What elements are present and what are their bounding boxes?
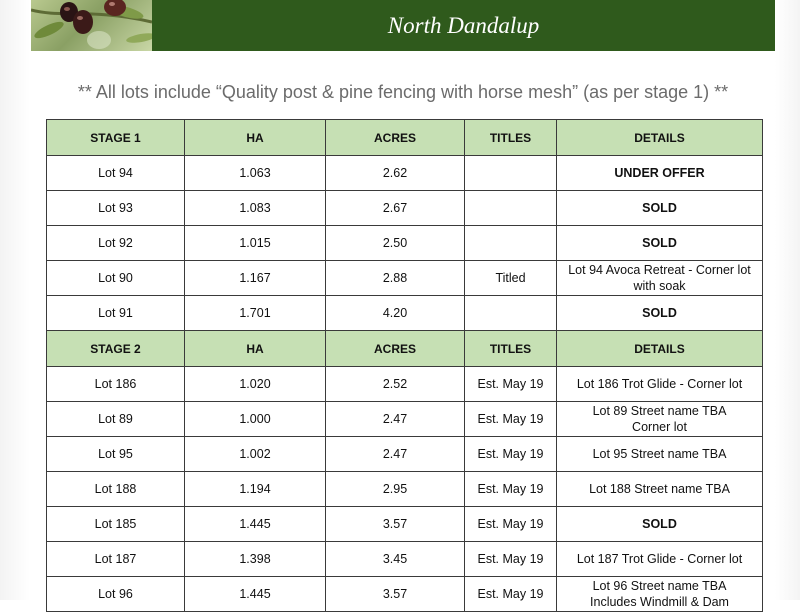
ha-cell: 1.015 xyxy=(185,226,326,261)
lot-cell: Lot 96 xyxy=(47,577,185,612)
stage-label: STAGE 1 xyxy=(47,120,185,156)
lot-cell: Lot 93 xyxy=(47,191,185,226)
ha-cell: 1.000 xyxy=(185,402,326,437)
details-line: SOLD xyxy=(642,306,677,320)
acres-cell: 3.57 xyxy=(326,577,465,612)
table-row xyxy=(47,367,763,402)
ha-cell: 1.701 xyxy=(185,296,326,331)
lot-cell: Lot 92 xyxy=(47,226,185,261)
details-cell xyxy=(557,261,763,296)
lot-cell: Lot 95 xyxy=(47,437,185,472)
stage-header-row xyxy=(47,120,763,156)
stage-header-row xyxy=(47,331,763,367)
details-line: Lot 95 Street name TBA xyxy=(592,447,727,461)
stage-label: STAGE 2 xyxy=(47,331,185,367)
column-header-titles: TITLES xyxy=(465,120,557,156)
lot-cell: Lot 185 xyxy=(47,507,185,542)
details-cell xyxy=(557,402,763,437)
header-banner xyxy=(31,0,775,51)
ha-cell: 1.020 xyxy=(185,367,326,402)
details-line: UNDER OFFER xyxy=(614,166,705,180)
details-cell xyxy=(557,577,763,612)
details-line: Lot 187 Trot Glide - Corner lot xyxy=(576,552,743,566)
lot-cell: Lot 89 xyxy=(47,402,185,437)
page-shadow-left xyxy=(0,0,30,600)
table-row xyxy=(47,191,763,226)
details-line: Lot 89 Street name TBA xyxy=(592,404,727,418)
page-title: North Dandalup xyxy=(387,13,540,38)
lot-cell: Lot 94 xyxy=(47,156,185,191)
details-line: SOLD xyxy=(642,517,677,531)
details-line: Lot 96 Street name TBA xyxy=(592,579,727,593)
titles-cell: Est. May 19 xyxy=(465,577,557,612)
table-row xyxy=(47,472,763,507)
acres-cell: 2.67 xyxy=(326,191,465,226)
lot-cell: Lot 90 xyxy=(47,261,185,296)
title-banner xyxy=(152,0,775,51)
ha-cell: 1.063 xyxy=(185,156,326,191)
ha-cell: 1.445 xyxy=(185,507,326,542)
details-cell xyxy=(557,226,763,261)
ha-cell: 1.167 xyxy=(185,261,326,296)
details-line: Lot 186 Trot Glide - Corner lot xyxy=(576,377,743,391)
lot-cell: Lot 187 xyxy=(47,542,185,577)
ha-cell: 1.194 xyxy=(185,472,326,507)
acres-cell: 2.52 xyxy=(326,367,465,402)
acres-cell: 3.57 xyxy=(326,507,465,542)
titles-cell xyxy=(465,191,557,226)
lot-cell: Lot 186 xyxy=(47,367,185,402)
details-cell xyxy=(557,191,763,226)
acres-cell: 2.47 xyxy=(326,402,465,437)
titles-cell: Est. May 19 xyxy=(465,367,557,402)
details-cell xyxy=(557,507,763,542)
table-row xyxy=(47,402,763,437)
titles-cell xyxy=(465,296,557,331)
table-row xyxy=(47,507,763,542)
titles-cell xyxy=(465,156,557,191)
ha-cell: 1.445 xyxy=(185,577,326,612)
details-line: SOLD xyxy=(642,201,677,215)
column-header-details: DETAILS xyxy=(557,331,763,367)
lots-table-body xyxy=(47,120,763,612)
details-cell xyxy=(557,367,763,402)
lot-cell: Lot 188 xyxy=(47,472,185,507)
table-row xyxy=(47,226,763,261)
ha-cell: 1.083 xyxy=(185,191,326,226)
page-shadow-right xyxy=(775,0,800,600)
column-header-acres: ACRES xyxy=(326,331,465,367)
ha-cell: 1.398 xyxy=(185,542,326,577)
column-header-ha: HA xyxy=(185,120,326,156)
lots-table xyxy=(46,119,763,612)
details-line: Lot 94 Avoca Retreat - Corner lot xyxy=(568,263,751,277)
column-header-details: DETAILS xyxy=(557,120,763,156)
lot-cell: Lot 91 xyxy=(47,296,185,331)
fencing-note: ** All lots include “Quality post & pine fencing with horse mesh” (as per stage 1) ** xyxy=(77,82,729,102)
acres-cell: 4.20 xyxy=(326,296,465,331)
titles-cell: Est. May 19 xyxy=(465,472,557,507)
acres-cell: 2.62 xyxy=(326,156,465,191)
details-line: Lot 188 Street name TBA xyxy=(589,482,730,496)
acres-cell: 2.47 xyxy=(326,437,465,472)
table-row xyxy=(47,156,763,191)
column-header-titles: TITLES xyxy=(465,331,557,367)
details-line: with soak xyxy=(633,279,686,293)
table-row xyxy=(47,542,763,577)
table-row xyxy=(47,261,763,296)
details-cell xyxy=(557,472,763,507)
details-line: Includes Windmill & Dam xyxy=(590,595,729,609)
titles-cell: Est. May 19 xyxy=(465,507,557,542)
details-line: SOLD xyxy=(642,236,677,250)
table-row xyxy=(47,437,763,472)
olive-photo xyxy=(31,0,152,51)
titles-cell: Est. May 19 xyxy=(465,542,557,577)
titles-cell xyxy=(465,226,557,261)
acres-cell: 2.50 xyxy=(326,226,465,261)
ha-cell: 1.002 xyxy=(185,437,326,472)
table-row xyxy=(47,577,763,612)
column-header-ha: HA xyxy=(185,331,326,367)
details-cell xyxy=(557,296,763,331)
titles-cell: Titled xyxy=(465,261,557,296)
titles-cell: Est. May 19 xyxy=(465,437,557,472)
details-line: Corner lot xyxy=(632,420,687,434)
details-cell xyxy=(557,156,763,191)
titles-cell: Est. May 19 xyxy=(465,402,557,437)
details-cell xyxy=(557,542,763,577)
acres-cell: 3.45 xyxy=(326,542,465,577)
table-row xyxy=(47,296,763,331)
acres-cell: 2.95 xyxy=(326,472,465,507)
column-header-acres: ACRES xyxy=(326,120,465,156)
acres-cell: 2.88 xyxy=(326,261,465,296)
details-cell xyxy=(557,437,763,472)
